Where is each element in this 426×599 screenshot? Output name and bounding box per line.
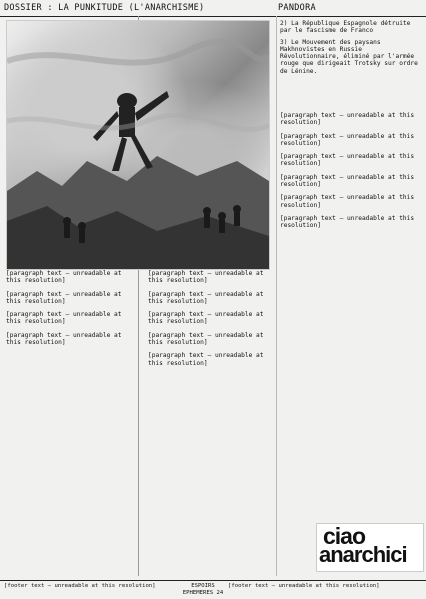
paragraph: [paragraph text – unreadable at this resolution] — [6, 290, 122, 305]
logo-line-2: anarchici — [319, 542, 407, 567]
paragraph: [paragraph text – unreadable at this resolution] — [148, 270, 264, 285]
paragraph: [paragraph text – unreadable at this resolution] — [6, 311, 122, 326]
footer-page-marker: ESPOIRS EPHEMERES 24 — [182, 583, 224, 596]
ciao-anarchici-logo — [316, 523, 424, 572]
paragraph: 2) La République Espagnole détruite par le fascisme de Franco — [280, 20, 411, 35]
paragraph: [paragraph text – unreadable at this resolution] — [6, 270, 122, 285]
page-header — [0, 0, 426, 17]
article-column-3-top — [280, 20, 420, 79]
logo-line-1: ciao — [323, 523, 366, 549]
footer-divider — [0, 580, 426, 581]
publication-name: PANDORA — [278, 3, 316, 13]
paragraph: [paragraph text – unreadable at this resolution] — [148, 290, 264, 305]
paragraph: [paragraph text – unreadable at this resolution] — [280, 153, 415, 168]
article-column-3 — [280, 112, 420, 236]
paragraph: [paragraph text – unreadable at this resolution] — [148, 331, 264, 347]
paragraph: [paragraph text – unreadable at this resolution] — [148, 352, 264, 367]
paragraph: [paragraph text – unreadable at this resolution] — [280, 173, 415, 189]
illustration-photo — [6, 20, 270, 270]
article-column-1 — [6, 270, 134, 352]
footer-note-left: [footer text – unreadable at this resolution] — [4, 583, 156, 589]
paragraph: [paragraph text – unreadable at this resolution] — [280, 194, 415, 209]
dossier-title: DOSSIER : LA PUNKITUDE (L'ANARCHISME) — [4, 3, 205, 13]
paragraph: [paragraph text – unreadable at this resolution] — [280, 132, 415, 147]
paragraph: [paragraph text – unreadable at this resolution] — [280, 214, 415, 230]
paragraph: 3) Le Mouvement des paysans Makhnovistes en Russie Révolutionnaire, éliminé par l'armée rouge que dirigeait Trotsky sur ordre de Lénine. — [280, 38, 418, 75]
paragraph: [paragraph text – unreadable at this resolution] — [6, 331, 122, 347]
paragraph: [paragraph text – unreadable at this resolution] — [148, 311, 264, 326]
article-column-2 — [148, 270, 272, 373]
footer-note-right: [footer text – unreadable at this resolution] — [228, 583, 380, 589]
paragraph: [paragraph text – unreadable at this resolution] — [280, 112, 415, 127]
column-divider — [276, 16, 277, 576]
